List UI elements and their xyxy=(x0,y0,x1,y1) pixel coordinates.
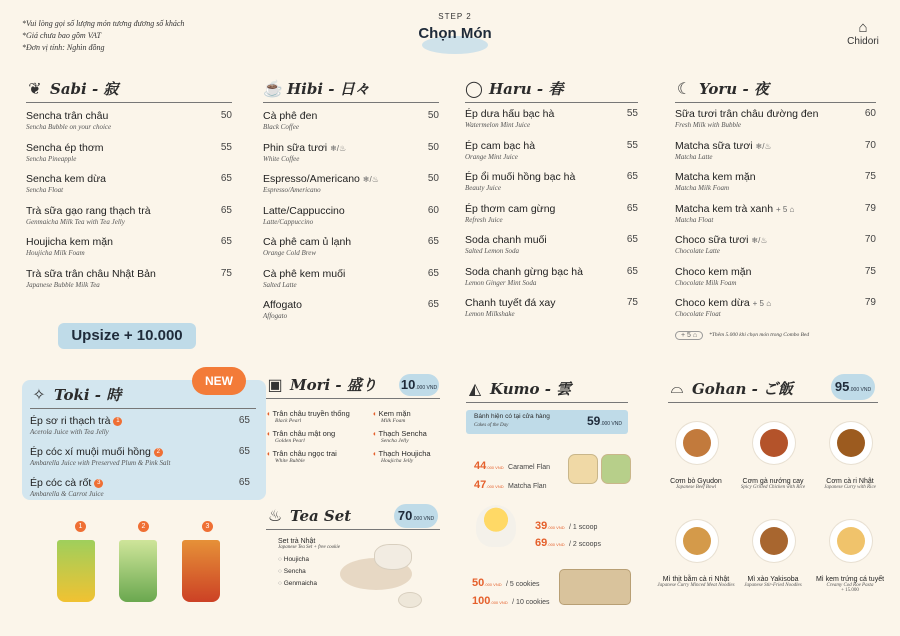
hot-cold-tag: ❄/♨ xyxy=(362,175,379,184)
drink-image-carrot xyxy=(182,540,220,602)
menu-item[interactable] xyxy=(465,171,638,203)
price-value: 39 xyxy=(535,520,548,532)
dish-name: Cơm gà nướng cay xyxy=(742,478,804,485)
toki-panel xyxy=(22,380,266,500)
page-title: Chọn Món xyxy=(418,25,492,42)
dish-image xyxy=(753,520,795,562)
dish-sub: Japanese Curry with Rice xyxy=(824,485,876,490)
step-header xyxy=(400,12,510,42)
dish-food xyxy=(760,429,788,457)
topping-sub: Golden Pearl xyxy=(275,438,305,444)
dish-item[interactable] xyxy=(810,478,890,490)
dish-food xyxy=(683,527,711,555)
section-header xyxy=(465,78,638,103)
item-name: Sencha trân châu xyxy=(26,110,109,122)
item-name: Espresso/Americano xyxy=(263,173,360,185)
item-sub: Orange Cold Brew xyxy=(263,249,317,257)
coffee-bean-icon: ☕ xyxy=(263,80,283,98)
dish-item[interactable] xyxy=(733,576,813,588)
dish-sub: Japanese Stir-Fried Noodles xyxy=(744,583,802,588)
dish-food xyxy=(837,527,865,555)
item-name: Latte/Cappuccino xyxy=(263,204,345,217)
item-price: 55 xyxy=(626,139,638,151)
leaf-icon: ❦ xyxy=(28,80,42,98)
mori-price xyxy=(399,374,439,396)
item-price: 75 xyxy=(220,267,232,279)
menu-item[interactable] xyxy=(263,268,439,300)
item-sub: Matcha Latte xyxy=(675,152,713,161)
dish-name: Mì xào Yakisoba xyxy=(747,576,799,583)
section-title: Haru - 春 xyxy=(489,80,564,98)
topping-sub: Milk Foam xyxy=(381,418,406,424)
gohan-price xyxy=(831,374,875,400)
banner-title: Bánh hiện có tại cửa hàng xyxy=(474,413,550,420)
item-price: 65 xyxy=(220,173,232,184)
item-sub: Genmaicha Milk Tea with Tea Jelly xyxy=(26,217,125,226)
item-price: 65 xyxy=(238,477,250,488)
item-price: 79 xyxy=(864,297,876,308)
house-icon: ⌂ xyxy=(858,19,868,36)
matcha-flan-image xyxy=(602,455,630,483)
item-sub: Matcha Float xyxy=(675,215,714,224)
menu-item[interactable] xyxy=(30,415,250,446)
tea-option[interactable]: ○ Sencha xyxy=(278,568,306,575)
price-unit: .000 VND xyxy=(486,465,504,470)
item-name: Houjicha kem mặn xyxy=(26,236,113,248)
menu-item[interactable] xyxy=(675,297,876,329)
item-name: Cà phê kem muối xyxy=(263,267,346,280)
price-unit: .000 VND xyxy=(412,516,435,522)
new-badge: NEW xyxy=(192,367,246,395)
topping-name: Thạch Houjicha xyxy=(378,449,431,458)
section-header xyxy=(466,378,628,403)
dish-extra-price: + 15.000 xyxy=(841,588,859,593)
teapot-icon: ♨ xyxy=(267,508,283,525)
item-sub: Latte/Cappuccino xyxy=(263,217,314,226)
price-value: 50 xyxy=(472,577,485,589)
menu-item[interactable] xyxy=(675,234,876,266)
drink-number xyxy=(199,518,213,536)
item-price: 55 xyxy=(220,141,232,153)
menu-item[interactable] xyxy=(675,266,876,298)
item-price: 75 xyxy=(864,171,876,182)
combo-note-text: *Thêm 5.000 khi chọn món trong Combo Bed xyxy=(709,332,810,338)
item-price: 50 xyxy=(427,141,439,153)
item-price: 79 xyxy=(864,202,876,214)
item-name: Ép thơm cam gừng xyxy=(465,202,556,215)
item-sub: Ambarella & Carrot Juice xyxy=(30,490,104,498)
dish-name: Mì kem trứng cá tuyết xyxy=(815,576,885,583)
menu-item[interactable] xyxy=(675,140,876,172)
topping-item[interactable]: ◖ Trân châu truyền thống Black Pearl xyxy=(266,409,372,424)
item-list xyxy=(465,108,638,329)
section-title: Sabi - 寂 xyxy=(50,80,119,98)
item-sub: Beauty Juice xyxy=(465,184,501,192)
topping-list xyxy=(266,409,440,464)
menu-item[interactable] xyxy=(465,297,638,329)
price-value: 10 xyxy=(400,377,416,392)
note-line: *Vui lòng gọi số lượng món tương đương số khách xyxy=(22,19,185,28)
section-title: Hibi - 日々 xyxy=(287,80,370,98)
item-name: Sencha ép thơm xyxy=(26,141,104,154)
cookie-price[interactable] xyxy=(472,591,550,609)
item-sub: Ambarella Juice with Preserved Plum & Pink Salt xyxy=(30,459,171,467)
dish-food xyxy=(760,527,788,555)
flan-name: Matcha Flan xyxy=(508,483,547,490)
banner-price: 59 xyxy=(586,414,601,428)
item-name: Ép cam bạc hà xyxy=(465,139,536,152)
rice-bowl-icon: ⌓ xyxy=(670,379,684,397)
topping-item[interactable]: ◖ Thạch Houjicha Houjicha Jelly xyxy=(372,449,440,464)
item-sub: Affogato xyxy=(263,312,288,320)
dish-item[interactable] xyxy=(656,478,736,490)
item-name: Choco kem dừa xyxy=(675,297,750,309)
section-title: Gohan - ご飯 xyxy=(692,380,794,398)
price-value: 95 xyxy=(834,379,850,394)
item-name: Chanh tuyết đá xay xyxy=(465,297,556,309)
item-name: Affogato xyxy=(263,299,302,311)
flan-price[interactable] xyxy=(474,475,547,493)
price-value: 100 xyxy=(472,595,491,607)
price-unit: .000 VND xyxy=(547,542,565,547)
section-kumo xyxy=(466,378,628,403)
item-name: Ép ổi muối hồng bạc hà xyxy=(465,171,576,183)
dish-sub: Japanese Curry Minced Meat Noodles xyxy=(657,583,735,588)
section-header xyxy=(263,78,439,103)
brand-logo xyxy=(838,20,888,47)
topping-sub: Sencha Jelly xyxy=(381,438,409,444)
item-price: 75 xyxy=(626,297,638,308)
topping-item[interactable]: ◖ Kem mặn Milk Foam xyxy=(372,409,440,424)
item-sub: Chocolate Latte xyxy=(675,247,720,255)
menu-item[interactable] xyxy=(465,234,638,266)
dish-image xyxy=(676,520,718,562)
brand-name: Chidori xyxy=(847,36,879,47)
item-name: Ép cóc cà rốt xyxy=(30,477,92,489)
combo-note xyxy=(675,331,876,340)
dish-image xyxy=(830,520,872,562)
item-sub: Sencha Float xyxy=(26,186,64,194)
menu-item[interactable] xyxy=(263,205,439,237)
item-name: Ép sơ ri thạch trà xyxy=(30,415,111,427)
topping-name: Kem mặn xyxy=(378,409,411,418)
item-name: Matcha kem trà xanh xyxy=(675,202,774,215)
cookie-price[interactable] xyxy=(472,573,540,591)
hot-cold-tag: ❄/♨ xyxy=(330,143,347,153)
dish-item[interactable] xyxy=(656,576,736,588)
item-name: Matcha kem mặn xyxy=(675,171,756,183)
topping-item[interactable]: ◖ Trân châu ngọc trai White Bubble xyxy=(266,449,372,464)
teaset-price xyxy=(394,504,438,528)
sparkle-icon: ✧ xyxy=(32,386,46,404)
note-line: *Giá chưa bao gồm VAT xyxy=(22,31,102,40)
price-value: 44 xyxy=(474,460,487,472)
price-unit: .000 VND xyxy=(547,525,565,530)
scoop-price[interactable] xyxy=(535,516,597,534)
tea-cup-image xyxy=(399,593,421,607)
item-sub: Black Coffee xyxy=(263,123,299,131)
item-sub: Watermelon Mint Juice xyxy=(465,121,531,129)
orange-icon: ◯ xyxy=(465,80,483,98)
menu-item[interactable] xyxy=(263,299,439,331)
item-sub: Lemon Ginger Mint Soda xyxy=(465,278,537,287)
item-name: Choco sữa tươi xyxy=(675,234,749,246)
item-name: Choco kem mặn xyxy=(675,265,752,278)
item-name: Ép cóc xí muội muối hồng xyxy=(30,446,151,458)
price-value: 47 xyxy=(474,479,487,491)
menu-item[interactable] xyxy=(26,236,232,268)
item-number: 3 xyxy=(94,479,103,488)
item-sub: Espresso/Americano xyxy=(263,186,321,194)
dish-image xyxy=(676,422,718,464)
item-price: 50 xyxy=(427,173,439,184)
menu-item[interactable] xyxy=(26,268,232,300)
tea-option-label: Genmaicha xyxy=(283,580,317,587)
section-gohan xyxy=(668,378,878,403)
item-price: 65 xyxy=(626,202,638,214)
topping-sub: Black Pearl xyxy=(275,418,302,424)
flan-name: Caramel Flan xyxy=(508,464,551,471)
item-price: 50 xyxy=(220,110,232,121)
item-sub: Refresh Juice xyxy=(465,215,503,224)
menu-item[interactable] xyxy=(26,142,232,174)
cube-icon: ▣ xyxy=(267,376,283,394)
item-sub: Sencha Bubble on your choice xyxy=(26,123,112,131)
item-name: Matcha sữa tươi xyxy=(675,139,753,152)
item-name: Sencha kem dừa xyxy=(26,173,106,185)
item-sub: Sencha Pineapple xyxy=(26,154,77,163)
item-name: Cà phê cam ủ lạnh xyxy=(263,236,352,248)
menu-item[interactable] xyxy=(263,110,439,142)
section-sabi xyxy=(26,78,232,299)
item-sub: Chocolate Milk Foam xyxy=(675,278,737,287)
banner-unit: .000 VND xyxy=(600,421,622,427)
item-sub: Salted Lemon Soda xyxy=(465,247,520,255)
menu-item[interactable] xyxy=(26,110,232,142)
topping-name: Trân châu mật ong xyxy=(272,429,336,438)
dish-sub: Japanese Beef Bowl xyxy=(675,485,717,490)
dish-name: Mì thịt bằm cà ri Nhật xyxy=(662,576,730,583)
topping-item[interactable]: ◖ Trân châu mật ong Golden Pearl xyxy=(266,429,372,444)
caramel-flan-image xyxy=(569,455,597,483)
item-price: 65 xyxy=(427,299,439,310)
item-list xyxy=(263,110,439,331)
tea-option[interactable]: ○ Houjicha xyxy=(278,556,310,563)
item-name: Trà sữa gạo rang thạch trà xyxy=(26,204,151,217)
menu-item[interactable] xyxy=(26,173,232,205)
topping-sub: White Bubble xyxy=(275,458,305,464)
drink-number-dot: 2 xyxy=(138,521,149,532)
flan-price[interactable] xyxy=(474,456,550,474)
item-list xyxy=(30,415,250,508)
drink-number xyxy=(72,518,86,536)
dish-name: Cơm cà ri Nhật xyxy=(826,478,874,485)
section-title: Toki - 時 xyxy=(54,386,122,404)
menu-item[interactable] xyxy=(675,203,876,235)
moon-icon: ☾ xyxy=(676,80,692,98)
item-list xyxy=(675,108,876,329)
section-header xyxy=(26,78,232,103)
drink-number xyxy=(135,518,149,536)
scoop-name: / 2 scoops xyxy=(569,541,601,548)
section-title: Mori - 盛り xyxy=(290,376,377,394)
combo-tag: + 5 ⌂ xyxy=(752,299,772,308)
item-price: 60 xyxy=(864,108,876,119)
item-sub: Lemon Milkshake xyxy=(465,310,515,318)
menu-item[interactable] xyxy=(675,108,876,140)
topping-item[interactable]: ◖ Thạch Sencha Sencha Jelly xyxy=(372,429,440,444)
item-price: 65 xyxy=(427,267,439,279)
teapot-image xyxy=(375,545,411,569)
cake-of-day-banner[interactable] xyxy=(466,410,628,434)
step-label: STEP 2 xyxy=(438,12,472,21)
drink-number-dot: 3 xyxy=(202,521,213,532)
item-price: 65 xyxy=(238,415,250,426)
price-unit: .000 VND xyxy=(849,387,872,393)
item-price: 55 xyxy=(626,108,638,119)
dish-food xyxy=(683,429,711,457)
dish-sub: Creamy Cod Roe Pasta xyxy=(826,583,874,588)
dish-image xyxy=(753,422,795,464)
dish-name: Cơm bò Gyudon xyxy=(670,478,722,485)
dish-item[interactable] xyxy=(733,478,813,490)
tea-option-label: Sencha xyxy=(283,568,306,575)
hot-cold-tag: ❄/♨ xyxy=(751,236,768,245)
item-name: Sữa tươi trân châu đường đen xyxy=(675,108,819,120)
item-sub: Houjicha Milk Foam xyxy=(26,249,85,257)
topping-sub: Houjicha Jelly xyxy=(381,458,414,464)
tea-option-label: Houjicha xyxy=(283,556,310,563)
drink-number-dot: 1 xyxy=(75,521,86,532)
item-price: 65 xyxy=(238,446,250,457)
price-unit: .000 VND xyxy=(415,385,438,391)
cookie-box-image xyxy=(560,570,630,604)
banner-sub: Cakes of the Day xyxy=(474,423,509,428)
topping-name: Trân châu truyền thống xyxy=(272,409,350,418)
topping-name: Trân châu ngọc trai xyxy=(272,449,337,458)
section-header xyxy=(675,78,876,103)
section-mori xyxy=(266,374,440,464)
section-title: Yoru - 夜 xyxy=(699,80,769,98)
dish-image xyxy=(830,422,872,464)
item-sub: Chocolate Float xyxy=(675,310,721,318)
combo-badge: + 5 ⌂ xyxy=(675,331,703,340)
item-list xyxy=(26,110,232,299)
item-number: 1 xyxy=(113,417,122,426)
item-sub: White Coffee xyxy=(263,154,300,163)
price-value: 69 xyxy=(535,537,548,549)
item-price: 70 xyxy=(864,234,876,245)
cake-icon: ◭ xyxy=(468,380,482,398)
item-price: 65 xyxy=(626,234,638,245)
drink-image-ambarella xyxy=(119,540,157,602)
section-hibi xyxy=(263,78,439,331)
item-sub: Acerola Juice with Tea Jelly xyxy=(30,428,109,436)
menu-item[interactable] xyxy=(263,173,439,205)
item-sub: Japanese Bubble Milk Tea xyxy=(26,280,100,289)
cookie-name: / 5 cookies xyxy=(506,581,540,588)
notes xyxy=(22,18,184,54)
item-sub: Salted Latte xyxy=(263,280,297,289)
upsize-badge: Upsize + 10.000 xyxy=(58,323,196,349)
scoop-price[interactable] xyxy=(535,533,601,551)
item-number: 2 xyxy=(154,448,163,457)
section-yoru xyxy=(675,78,876,340)
item-price: 65 xyxy=(626,265,638,277)
item-price: 70 xyxy=(864,139,876,151)
item-name: Soda chanh muối xyxy=(465,234,547,246)
item-name: Soda chanh gừng bạc hà xyxy=(465,265,583,278)
teaset-desc-title: Set trà Nhật xyxy=(278,538,316,545)
drink-image-acerola xyxy=(57,540,95,602)
menu-item[interactable] xyxy=(465,140,638,172)
tea-option[interactable]: ○ Genmaicha xyxy=(278,580,317,587)
price-unit: .000 VND xyxy=(484,582,502,587)
item-price: 50 xyxy=(427,110,439,121)
menu-item[interactable] xyxy=(30,477,250,508)
menu-item[interactable] xyxy=(675,171,876,203)
item-sub: Orange Mint Juice xyxy=(465,152,518,161)
scoop-name: / 1 scoop xyxy=(569,524,598,531)
menu-item[interactable] xyxy=(30,446,250,477)
item-name: Trà sữa trân châu Nhật Bản xyxy=(26,267,156,280)
item-price: 65 xyxy=(220,204,232,216)
item-name: Cà phê đen xyxy=(263,110,318,122)
item-price: 65 xyxy=(427,236,439,247)
item-name: Ép dưa hấu bạc hà xyxy=(465,108,555,120)
dish-item[interactable] xyxy=(810,576,890,593)
combo-tag: + 5 ⌂ xyxy=(775,204,795,214)
hot-cold-tag: ❄/♨ xyxy=(755,141,772,151)
section-haru xyxy=(465,78,638,329)
item-sub: Fresh Milk with Bubble xyxy=(675,121,742,129)
item-price: 60 xyxy=(427,204,439,216)
price-unit: .000 VND xyxy=(490,600,508,605)
ice-cream-image xyxy=(476,505,516,547)
item-sub: Matcha Milk Foam xyxy=(675,184,730,192)
price-value: 70 xyxy=(397,508,413,523)
item-price: 65 xyxy=(220,236,232,247)
section-title: Kumo - 雲 xyxy=(490,380,572,398)
menu-item[interactable] xyxy=(263,236,439,268)
menu-item[interactable] xyxy=(26,205,232,237)
item-price: 65 xyxy=(626,171,638,182)
dish-sub: Spicy Grilled Chicken with Rice xyxy=(740,485,806,490)
price-unit: .000 VND xyxy=(486,484,504,489)
menu-item[interactable] xyxy=(263,142,439,174)
section-title: Tea Set xyxy=(290,507,352,525)
menu-item[interactable] xyxy=(465,266,638,298)
note-line: *Đơn vị tính: Nghìn đồng xyxy=(22,43,105,52)
item-name: Phin sữa tươi xyxy=(263,141,328,154)
dish-food xyxy=(837,429,865,457)
menu-item[interactable] xyxy=(465,203,638,235)
topping-name: Thạch Sencha xyxy=(378,429,427,438)
item-price: 75 xyxy=(864,265,876,277)
menu-item[interactable] xyxy=(465,108,638,140)
cookie-name: / 10 cookies xyxy=(512,599,550,606)
teaset-desc-sub: Japanese Tea Set + free cookie xyxy=(278,545,341,550)
